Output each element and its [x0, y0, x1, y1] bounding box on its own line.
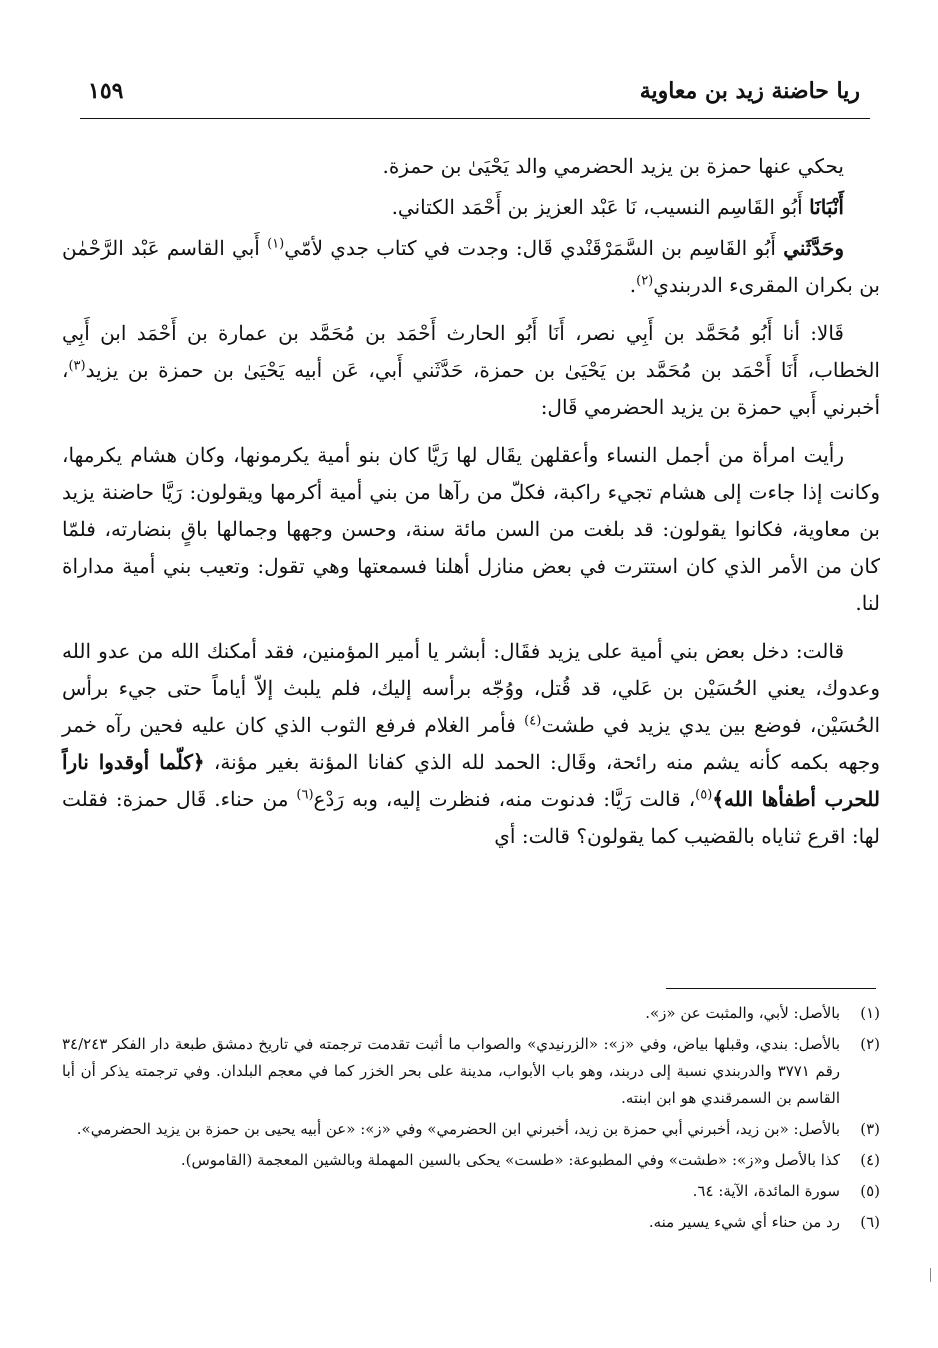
footnote-text: بالأصل: لأبي، والمثبت عن «ز». [645, 1004, 840, 1022]
footnote-item [62, 1209, 880, 1236]
quran-verse: ﴿كلّما أوقدوا ناراً للحرب أطفأها الله﴾ [62, 750, 880, 811]
footnote-item [62, 1178, 880, 1205]
paragraph-6-text-c: ، قالت رَيَّا: فدنوت منه، فنظرت إليه، وبه رَدْع [313, 787, 696, 811]
footnote-item [62, 1116, 880, 1143]
page-number: ١٥٩ [88, 78, 124, 104]
header-rule [80, 118, 870, 119]
paragraph-5-text: رأيت امرأة من أجمل النساء وأعقلهن يقَال لها رَيَّا كان بنو أمية يكرمونها، وكان هشام يكرمها، وكانت إذا جاءت إلى هشام تجيء راكبة، فكلّ من رآها من بني أمية أكرمها ويقولون: رَيَّا حاضنة يزيد بن معاوية، فكانوا يقولون: قد بلغت من السن مائة سنة، وحسن وجهها وجمالها باقٍ بنضارته، فلمّا كان من الأمر الذي كان استترت في بعض منازل أهلنا فسمعتها وهي تقول: وتعيب بني أمية مداراة لنا. [62, 443, 880, 615]
transmission-term-anbana: أَنْبَانَا [809, 195, 844, 219]
paragraph-2-text: أَبُو القَاسِم النسيب، نَا عَبْد العزيز بن أَحْمَد الكتاني. [391, 195, 810, 219]
footnote-text: رد من حناء أي شيء يسير منه. [648, 1213, 840, 1231]
footnote-ref-2[interactable]: (٢) [636, 273, 654, 289]
paragraph-3-text-a: أَبُو القَاسِم بن السَّمَرْقَنْدي قَال: وجدت في كتاب جدي لأمّي [284, 236, 784, 260]
paragraph-6 [62, 633, 880, 855]
footnote-ref-4[interactable]: (٤) [524, 713, 542, 729]
footnote-text: بالأصل: بندي، وقبلها بياض، وفي «ز»: «الزرنيدي» والصواب ما أثبت تقدمت ترجمته في تاريخ دمشق طبعة دار الفكر ٣٤/٢٤٣ رقم ٣٧٧١ والدربندي نسبة إلى دربند، وهو باب الأبواب، مدينة على بحر الخزر كما في معجم البلدان. وفي ترجمته يذكر أن أبا القاسم بن السمرقندي هو ابن ابنته. [62, 1035, 840, 1107]
paragraph-6-text-d: من حناء. قَال حمزة: فقلت لها: اقرع ثناياه بالقضيب كما يقولون؟ قالت: أي [62, 787, 880, 848]
paragraph-1 [62, 148, 880, 185]
footnote-ref-3[interactable]: (٣) [68, 358, 86, 374]
paragraph-3-text-c: . [629, 273, 637, 297]
footnote-text: سورة المائدة، الآية: ٦٤. [692, 1182, 840, 1200]
footnote-ref-5[interactable]: (٥) [695, 787, 713, 803]
transmission-term-haddathani: وحَدَّثَني [783, 236, 844, 260]
footnote-text: كذا بالأصل و«ز»: «طشت» وفي المطبوعة: «طست» يحكى بالسين المهملة وبالشين المعجمة (القاموس). [180, 1151, 840, 1169]
footnote-ref-1[interactable]: (١) [267, 236, 285, 252]
footnote-separator [666, 988, 876, 989]
footnote-number: (٤) [860, 1151, 880, 1169]
footnote-ref-6[interactable]: (٦) [296, 787, 314, 803]
paragraph-2 [62, 189, 880, 226]
footnote-text: بالأصل: «بن زيد، أخبرني أبي حمزة بن زيد، أخبرني ابن الحضرمي» وفي «ز»: «عن أبيه يحيى بن حمزة بن يزيد الحضرمي». [76, 1120, 840, 1138]
footnote-item [62, 1031, 880, 1112]
footnote-number: (١) [860, 1004, 880, 1022]
paragraph-3 [62, 230, 880, 304]
footnote-item [62, 1147, 880, 1174]
footnote-number: (٢) [860, 1035, 880, 1053]
footnote-number: (٥) [860, 1182, 880, 1200]
footnote-item [62, 1000, 880, 1027]
paragraph-4 [62, 315, 880, 426]
footnotes [62, 1000, 880, 1240]
paragraph-6-text-b: فأمر الغلام فرفع الثوب الذي كان عليه فحين رآه خمر وجهه بكمه كأنه يشم منه رائحة، وقَال: الحمد لله الذي كفانا المؤنة بغير مؤنة، [62, 713, 880, 774]
page-header [88, 78, 860, 114]
footnote-number: (٦) [860, 1213, 880, 1231]
scan-edge-mark [930, 1268, 931, 1282]
paragraph-1-text: يحكي عنها حمزة بن يزيد الحضرمي والد يَحْيَىٰ بن حمزة. [382, 154, 844, 178]
footnote-number: (٣) [860, 1120, 880, 1138]
paragraph-4-text-b: ، أخبرني أَبي حمزة بن يزيد الحضرمي قَال: [62, 358, 880, 419]
paragraph-5 [62, 437, 880, 622]
running-title: ريا حاضنة زيد بن معاوية [639, 78, 860, 104]
paragraph-6-text-a: قالت: دخل بعض بني أمية على يزيد فقَال: أبشر يا أمير المؤمنين، فقد أمكنك الله من عدو الله وعدوك، يعني الحُسَيْن بن عَلي، قد قُتل، ووُجّه برأسه إليك، فلم يلبث إلاّ أياماً حتى جيء برأس الحُسَيْن، فوضع بين يدي يزيد في طشت [62, 639, 881, 737]
paragraph-3-text-b: أَبي القاسم عَبْد الرَّحْمٰن بن بكران المقرىء الدربندي [62, 236, 880, 297]
main-text [62, 148, 880, 866]
paragraph-4-text-a: قَالا: أنا أَبُو مُحَمَّد بن أَبِي نصر، أَنَا أَبُو الحارث أَحْمَد بن مُحَمَّد بن عمارة بن أَحْمَد ابن أَبِي الخطاب، أَنَا أَحْمَد بن مُحَمَّد بن يَحْيَىٰ بن حمزة، حَدَّثَني أَبي، عَن أبيه يَحْيَىٰ بن حمزة بن يزيد [62, 321, 880, 382]
